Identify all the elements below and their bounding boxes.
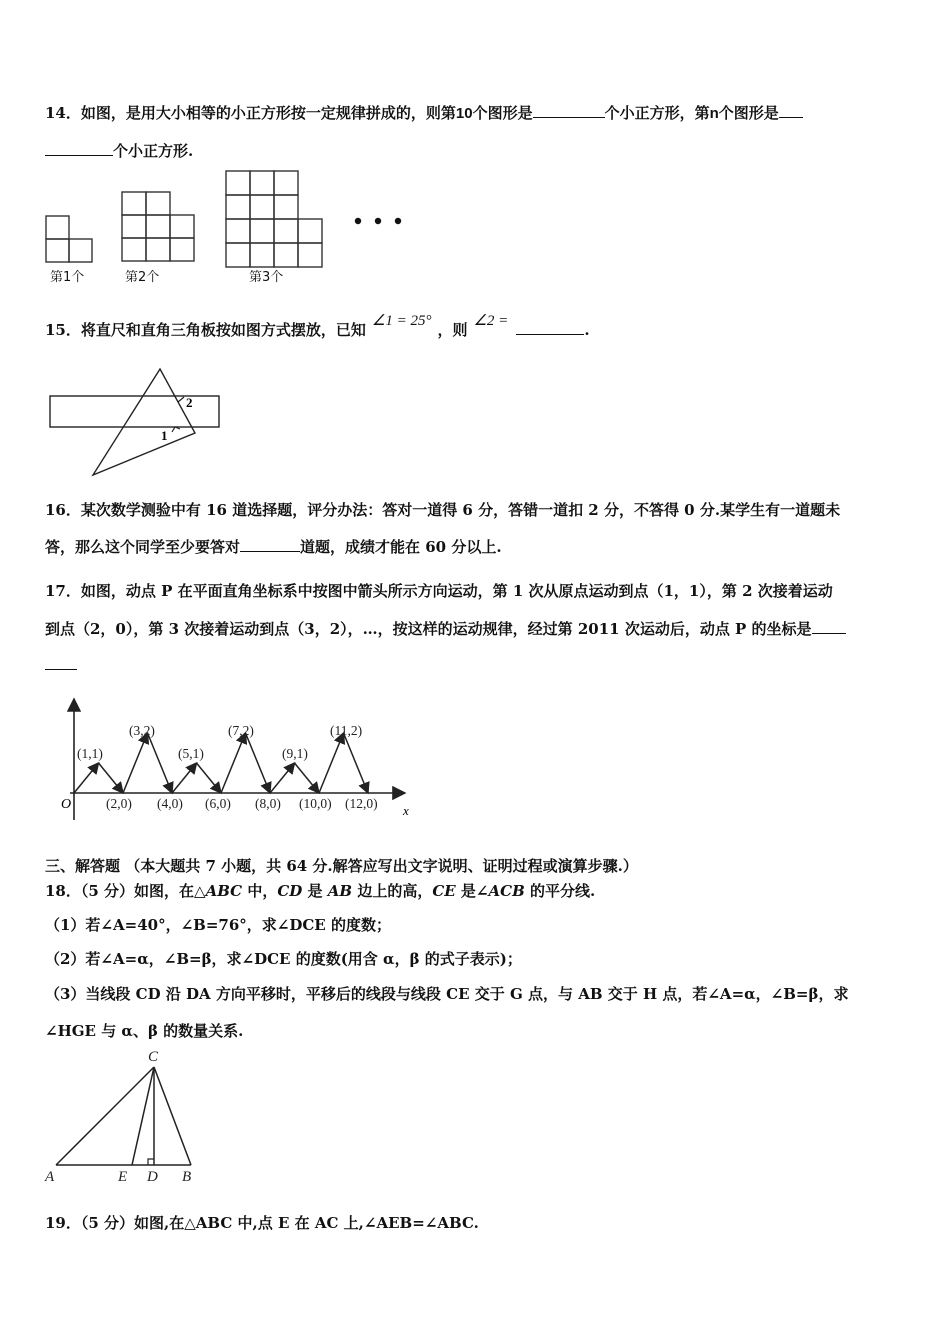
q14-line2 (45, 141, 193, 161)
q15-line (45, 313, 590, 341)
q18-ce: CE (432, 882, 456, 900)
point-label: (12,0) (345, 796, 378, 811)
point-label: (9,1) (282, 746, 308, 761)
q18-text-c: 是 (302, 882, 328, 900)
figure-2 (122, 192, 194, 261)
q17-figure (55, 695, 420, 825)
angle-1-label: 1 (161, 428, 168, 443)
q14-text-b: 个图形是 (472, 104, 533, 122)
angle-2-label: 2 (186, 395, 193, 410)
point-label: (10,0) (299, 796, 332, 811)
q17-line1: 17．如图，动点 P 在平面直角坐标系中按图中箭头所示方向运动，第 1 次从原点运动到点（1，1），第 2 次接着运动 (45, 582, 833, 600)
motion-segment (295, 763, 320, 793)
segment-ce (132, 1067, 154, 1165)
q16-text-b: 道题，成绩才能在 60 分以上. (300, 538, 502, 556)
q14-text-c: 个小正方形，第 (604, 104, 710, 122)
q14-figure (40, 168, 420, 288)
q18-text-d: 边上的高， (352, 882, 433, 900)
q18-text-e: 是∠ (455, 882, 489, 900)
q19-line: 19．（5 分）如图,在△ABC 中,点 E 在 AC 上,∠AEB=∠ABC. (45, 1214, 479, 1232)
q14-number: 10 (455, 105, 473, 122)
point-label: (11,2) (330, 723, 363, 738)
x-axis-label: x (403, 803, 409, 818)
motion-segment (148, 733, 173, 793)
q15-given: ∠1 = 25° (371, 313, 432, 329)
q18-cd: CD (277, 882, 303, 900)
q14-text: 14．如图，是用大小相等的小正方形按一定规律拼成的，则第 (45, 104, 456, 122)
motion-segment (197, 763, 222, 793)
motion-path (74, 733, 368, 793)
q18-text-b: 中， (242, 882, 278, 900)
q14-text-e: 个小正方形. (113, 142, 194, 160)
motion-segment (123, 733, 148, 793)
segment-ac (56, 1067, 154, 1165)
point-b-label: B (182, 1169, 192, 1185)
motion-segment (319, 733, 344, 793)
motion-segment (344, 733, 369, 793)
figure-1 (46, 216, 92, 262)
q15-ask: ∠2 = (473, 313, 509, 329)
motion-segment (270, 763, 295, 793)
origin-label: O (61, 797, 72, 812)
segment-bc (154, 1067, 191, 1165)
q15-text: 15．将直尺和直角三角板按如图方式摆放，已知 (45, 321, 366, 339)
q15-figure (45, 365, 225, 480)
q17-line3 (45, 655, 77, 675)
q18-abc: ABC (205, 882, 243, 900)
answer-blank[interactable] (533, 103, 605, 118)
dot-icon (375, 218, 381, 224)
q14-var-n: n (709, 105, 719, 122)
point-label: (7,2) (228, 723, 254, 738)
caption-2: 第2个 (125, 270, 160, 285)
point-label: (1,1) (77, 746, 103, 761)
answer-blank[interactable] (779, 103, 803, 118)
dot-icon (395, 218, 401, 224)
answer-blank[interactable] (240, 537, 300, 552)
point-d-label: D (147, 1169, 158, 1185)
answer-blank[interactable] (45, 655, 77, 670)
q18-figure (42, 1046, 202, 1191)
point-label: (6,0) (205, 796, 231, 811)
q18-text-f: 的平分线. (524, 882, 596, 900)
point-label: (8,0) (255, 796, 281, 811)
answer-blank[interactable] (812, 619, 846, 634)
q15-text-b: ，则 (437, 321, 468, 339)
point-c-label: C (148, 1049, 159, 1065)
q18-acb: ACB (488, 882, 525, 900)
q14-line1 (45, 103, 803, 124)
q18-part3b: ∠HGE 与 α、β 的数量关系. (45, 1022, 244, 1040)
motion-segment (74, 763, 99, 793)
figure-3 (226, 171, 322, 267)
motion-segment (172, 763, 197, 793)
set-square (93, 369, 195, 475)
point-e-label: E (118, 1169, 128, 1185)
q14-text-d: 个图形是 (718, 104, 779, 122)
q16-line2 (45, 537, 502, 557)
ruler (50, 396, 219, 427)
q18-line1 (45, 881, 595, 901)
point-label: (3,2) (129, 723, 155, 738)
motion-segment (221, 733, 246, 793)
section-title: 三、解答题 （本大题共 7 小题，共 64 分.解答应写出文字说明、证明过程或演算步骤.） (45, 857, 638, 875)
caption-1: 第1个 (50, 270, 85, 285)
point-label: (4,0) (157, 796, 183, 811)
answer-blank[interactable] (45, 141, 113, 156)
q18-ab: AB (327, 882, 353, 900)
motion-segment (99, 763, 124, 793)
q18-part2: （2）若∠A=α，∠B=β，求∠DCE 的度数(用含 α，β 的式子表示)； (45, 950, 522, 968)
q16-text: 答，那么这个同学至少要答对 (45, 538, 241, 556)
q18-part3a: （3）当线段 CD 沿 DA 方向平移时，平移后的线段与线段 CE 交于 G 点，与 AB 交于 H 点，若∠A=α，∠B=β，求 (45, 985, 849, 1003)
q18-part1: （1）若∠A=40°，∠B=76°，求∠DCE 的度数； (45, 916, 391, 934)
q18-text: 18．（5 分）如图，在△ (45, 882, 206, 900)
q17-text: 到点（2，0），第 3 次接着运动到点（3，2），…，按这样的运动规律，经过第 2011 次运动后，动点 P 的坐标是 (45, 620, 812, 638)
motion-segment (246, 733, 271, 793)
point-a-label: A (45, 1169, 55, 1185)
point-label: (2,0) (106, 796, 132, 811)
caption-3: 第3个 (249, 270, 284, 285)
point-label: (5,1) (178, 746, 204, 761)
dot-icon (355, 218, 361, 224)
right-angle-mark (148, 1159, 154, 1165)
answer-blank[interactable] (516, 320, 584, 335)
q17-line2 (45, 619, 846, 639)
q16-line1: 16．某次数学测验中有 16 道选择题，评分办法：答对一道得 6 分，答错一道扣 2 分，不答得 0 分.某学生有一道题未 (45, 501, 841, 519)
q15-period: . (584, 321, 590, 339)
